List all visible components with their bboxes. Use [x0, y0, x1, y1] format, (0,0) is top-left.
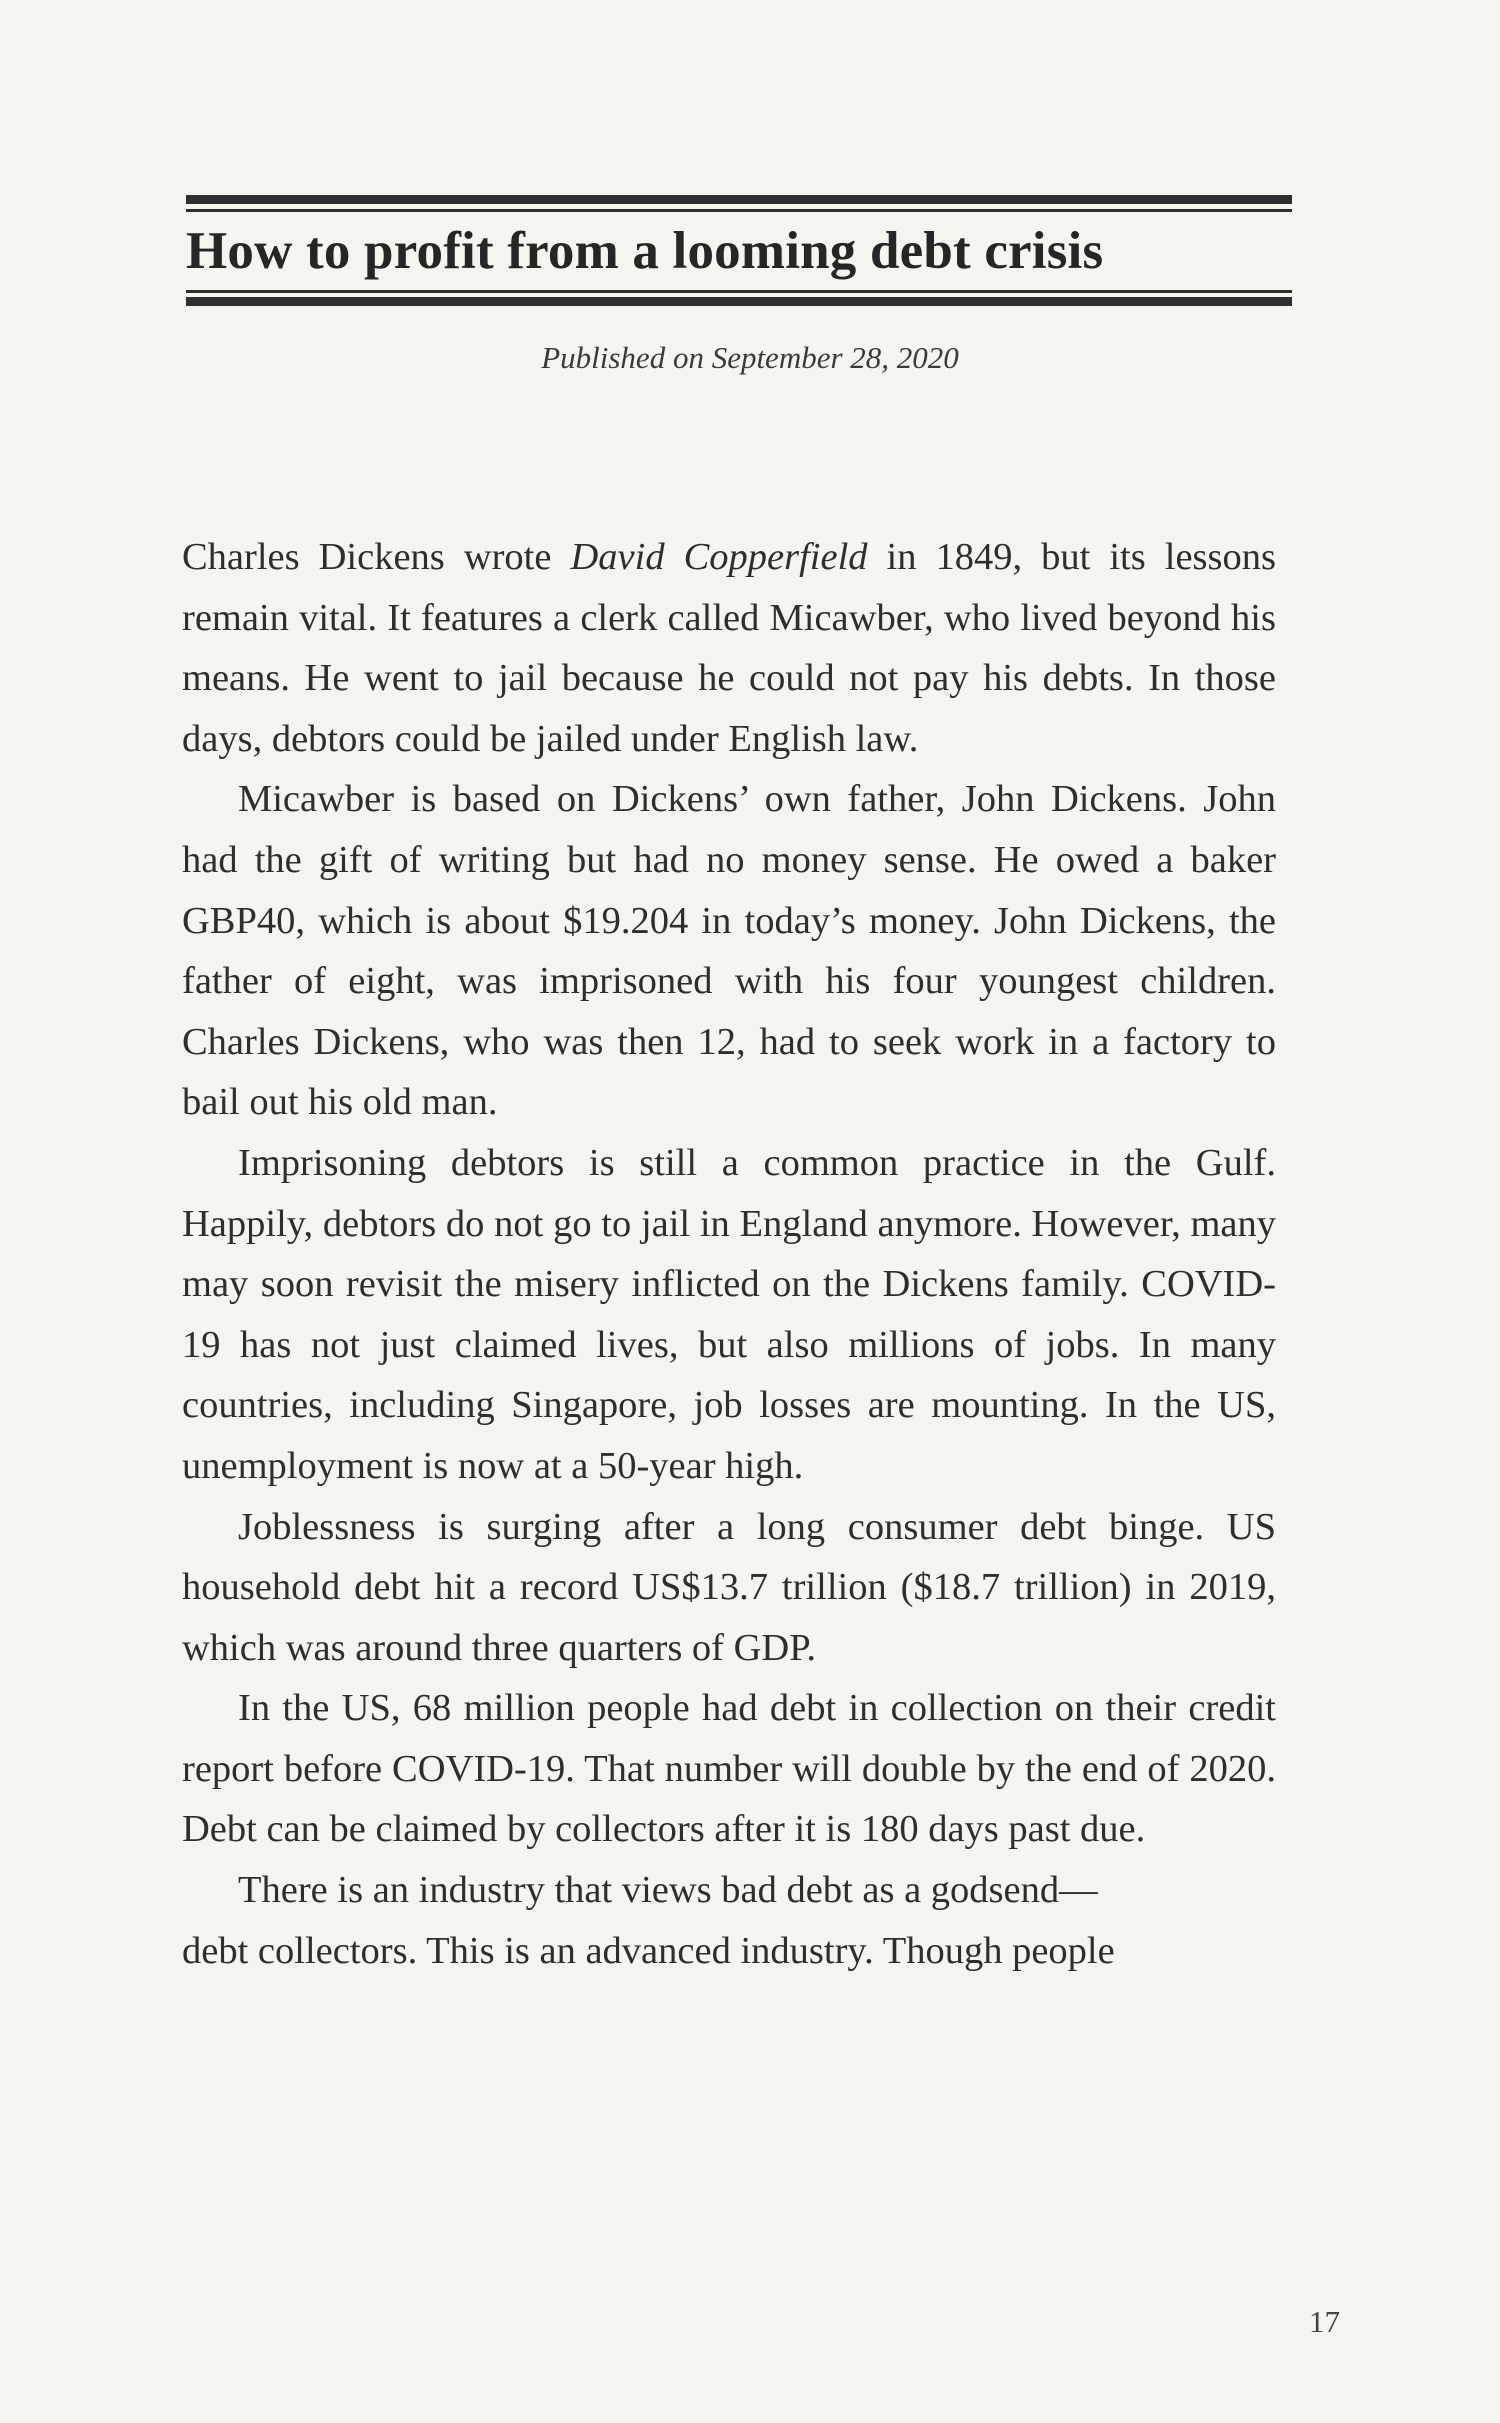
published-date: Published on September 28, 2020 [541, 340, 959, 375]
paragraph-3: Imprisoning debtors is still a common practice in the Gulf. Happily, debtors do not go to jail in England anymore. However, many may soon revisit the misery inflicted on the Dickens family. COVID-19 has not just claimed lives, but also millions of jobs. In many countries, including Singapore, job losses are mounting. In the US, unemployment is now at a 50-year high. [182, 1141, 1276, 1487]
p1-text-after: in 1849, but its lessons remain vital. It features a clerk called Micawber, who lived beyond his means. He went to jail because he could not pay his debts. In those days, debtors could be jailed under English law. [182, 536, 1276, 760]
paragraph-4: Joblessness is surging after a long consumer debt binge. US household debt hit a record US$13.7 trillion ($18.7 trillion) in 2019, which was around three quarters of GDP. [182, 1505, 1276, 1669]
paragraph-5: In the US, 68 million people had debt in collection on their credit report before COVID-19. That number will double by the end of 2020. Debt can be claimed by collectors after it is 180 days past due. [182, 1687, 1276, 1851]
title-rule-top-thin [186, 209, 1292, 212]
page-number: 17 [1309, 2304, 1340, 2339]
book-title: David Copperfield [570, 536, 868, 578]
paragraph-6-line-1: There is an industry that views bad debt as a godsend— [238, 1869, 1098, 1912]
paragraph-6-line-2: debt collectors. This is an advanced industry. Though people [182, 1929, 1115, 1972]
chapter-title: How to profit from a looming debt crisis [186, 222, 1104, 280]
article-body [182, 527, 1276, 1981]
title-rule-bottom-thin [186, 290, 1292, 293]
paragraph-2: Micawber is based on Dickens’ own father, John Dickens. John had the gift of writing but had no money sense. He owed a baker GBP40, which is about $19.204 in today’s money. John Dickens, the father of eight, was imprisoned with his four youngest children. Charles Dickens, who was then 12, had to seek work in a factory to bail out his old man. [182, 778, 1276, 1124]
title-rule-top-thick [186, 195, 1292, 204]
paragraph-1 [182, 527, 1276, 769]
title-rule-bottom-thick [186, 297, 1292, 306]
p1-text-before: Charles Dickens wrote [182, 536, 571, 578]
